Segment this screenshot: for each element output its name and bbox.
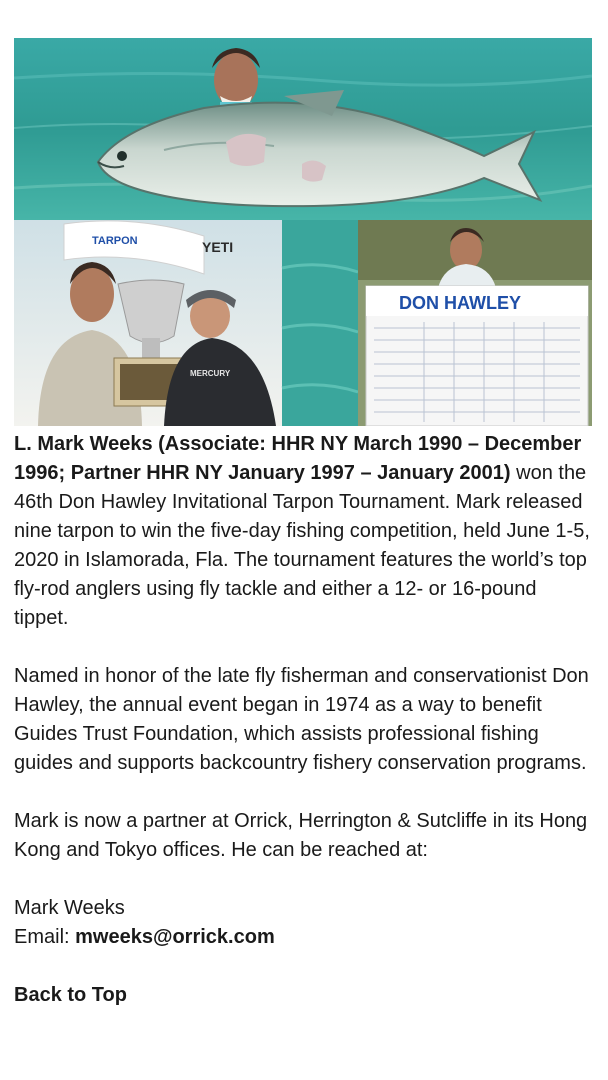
- don-hawley-banner-text: DON HAWLEY: [399, 293, 522, 313]
- email-label: Email:: [14, 926, 76, 948]
- trophy-banner-text: TARPON: [92, 235, 138, 247]
- tournament-photo-collage: [14, 38, 592, 426]
- history-paragraph: Named in honor of the late fly fisherman and conservationist Don Hawley, the annual event began in 1974 as a way to benefit Guides Trust Foundation, which assists professional fishing guides and supports backcountry fishery conservation programs.: [14, 665, 589, 774]
- sponsor-text: YETI: [202, 239, 234, 255]
- contact-block: [14, 894, 594, 952]
- leaderboard-photo: [358, 220, 592, 426]
- intro-text: won the 46th Don Hawley Invitational Tarpon Tournament. Mark released nine tarpon to win the five-day fishing competition, held June 1-5, 2020 in Islamorada, Fla. The tournament features the world’s top fly-rod anglers using fly tackle and either a 12- or 16-pound tippet.: [14, 462, 590, 629]
- contact-name: Mark Weeks: [14, 897, 125, 919]
- trophy-photo: [14, 220, 282, 426]
- email-link[interactable]: mweeks@orrick.com: [75, 926, 275, 948]
- back-to-top-link[interactable]: Back to Top: [14, 984, 127, 1006]
- cap-text: MERCURY: [190, 369, 231, 378]
- intro-paragraph: [14, 430, 594, 633]
- collage-illustration: [14, 38, 592, 426]
- water-strip: [282, 220, 358, 426]
- article-body: [14, 430, 594, 1010]
- tarpon-photo: [14, 38, 592, 220]
- career-paragraph: Mark is now a partner at Orrick, Herrington & Sutcliffe in its Hong Kong and Tokyo offices. He can be reached at:: [14, 810, 588, 861]
- intro-bold-text: L. Mark Weeks (Associate: HHR NY March 1990 – December 1996; Partner HHR NY January 1997 – January 2001): [14, 433, 582, 484]
